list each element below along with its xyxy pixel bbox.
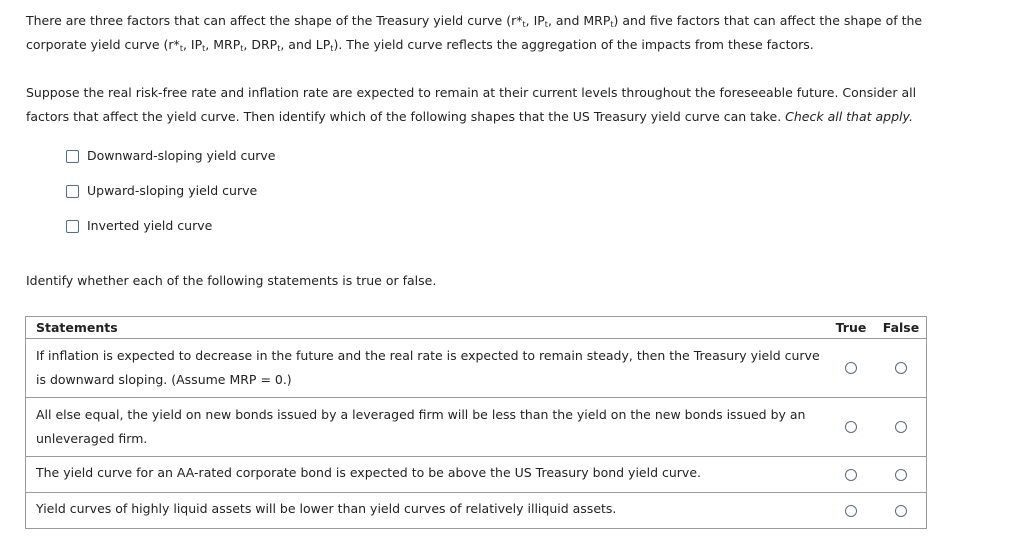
shape-options (66, 147, 276, 252)
separator: , and (280, 37, 316, 52)
subscript: t (610, 20, 614, 29)
intro-text-1: There are three factors that can affect the shape of the Treasury yield curve ( (26, 13, 512, 28)
subscript: t (202, 44, 206, 53)
header-false: False (882, 320, 920, 335)
factor-lp: LP (315, 37, 331, 52)
option-downward[interactable] (66, 147, 276, 182)
checkbox-icon[interactable] (66, 150, 79, 163)
table-header (26, 317, 926, 338)
statement-text: Yield curves of highly liquid assets will be lower than yield curves of relatively illiquid assets. (36, 501, 617, 516)
question-instruction: Check all that apply. (785, 109, 913, 124)
factor-rstar: r* (168, 37, 180, 52)
table-row (26, 492, 926, 528)
option-label: Upward-sloping yield curve (87, 183, 258, 198)
subscript: t (522, 20, 526, 29)
factor-rstar: r* (511, 13, 523, 28)
table-row (26, 397, 926, 456)
factor-ip: IP (190, 37, 203, 52)
factor-mrp: MRP (583, 13, 611, 28)
radio-true[interactable] (845, 421, 857, 433)
header-statements: Statements (36, 320, 118, 335)
statement-text: All else equal, the yield on new bonds issued by a leveraged firm will be less than the yield on the new bonds issued by an unleveraged firm. (36, 407, 806, 446)
radio-false[interactable] (895, 421, 907, 433)
radio-true[interactable] (845, 362, 857, 374)
statement-text: The yield curve for an AA-rated corporate bond is expected to be above the US Treasury bond yield curve. (36, 465, 701, 480)
option-label: Downward-sloping yield curve (87, 148, 276, 163)
option-upward[interactable] (66, 182, 276, 217)
header-true: True (835, 320, 867, 335)
radio-false[interactable] (895, 362, 907, 374)
radio-false[interactable] (895, 505, 907, 517)
subscript: t (179, 44, 183, 53)
separator: , (243, 37, 252, 52)
factor-ip: IP (533, 13, 545, 28)
radio-true[interactable] (845, 469, 857, 481)
statements-table (25, 316, 927, 529)
option-inverted[interactable] (66, 217, 276, 252)
factor-drp: DRP (251, 37, 278, 52)
separator: , (205, 37, 214, 52)
subscript: t (240, 44, 244, 53)
checkbox-icon[interactable] (66, 220, 79, 233)
subscript: t (277, 44, 281, 53)
intro-text-2: ) and five factors that can affect the shape of the corporate yield curve ( (26, 13, 923, 52)
question-text: Suppose the real risk-free rate and inflation rate are expected to remain at their current levels throughout the foreseeable future. Consider all factors that affect the yield curve. Then identify which of the following shapes that the US Treasury yield curve can take. (26, 85, 917, 124)
question-paragraph (26, 81, 956, 129)
tf-prompt: Identify whether each of the following statements is true or false. (26, 273, 437, 288)
intro-text-3: ). The yield curve reflects the aggregation of the impacts from these factors. (333, 37, 814, 52)
option-label: Inverted yield curve (87, 218, 213, 233)
checkbox-icon[interactable] (66, 185, 79, 198)
table-row (26, 456, 926, 492)
radio-false[interactable] (895, 469, 907, 481)
intro-paragraph (26, 9, 956, 57)
statement-text: If inflation is expected to decrease in the future and the real rate is expected to remain steady, then the Treasury yield curve is downward sloping. (Assume MRP = 0.) (36, 348, 820, 387)
table-row (26, 338, 926, 397)
separator: , (182, 37, 191, 52)
separator: , (525, 13, 534, 28)
radio-true[interactable] (845, 505, 857, 517)
subscript: t (544, 20, 548, 29)
separator: , and (547, 13, 584, 28)
subscript: t (330, 44, 334, 53)
factor-mrp: MRP (213, 37, 241, 52)
